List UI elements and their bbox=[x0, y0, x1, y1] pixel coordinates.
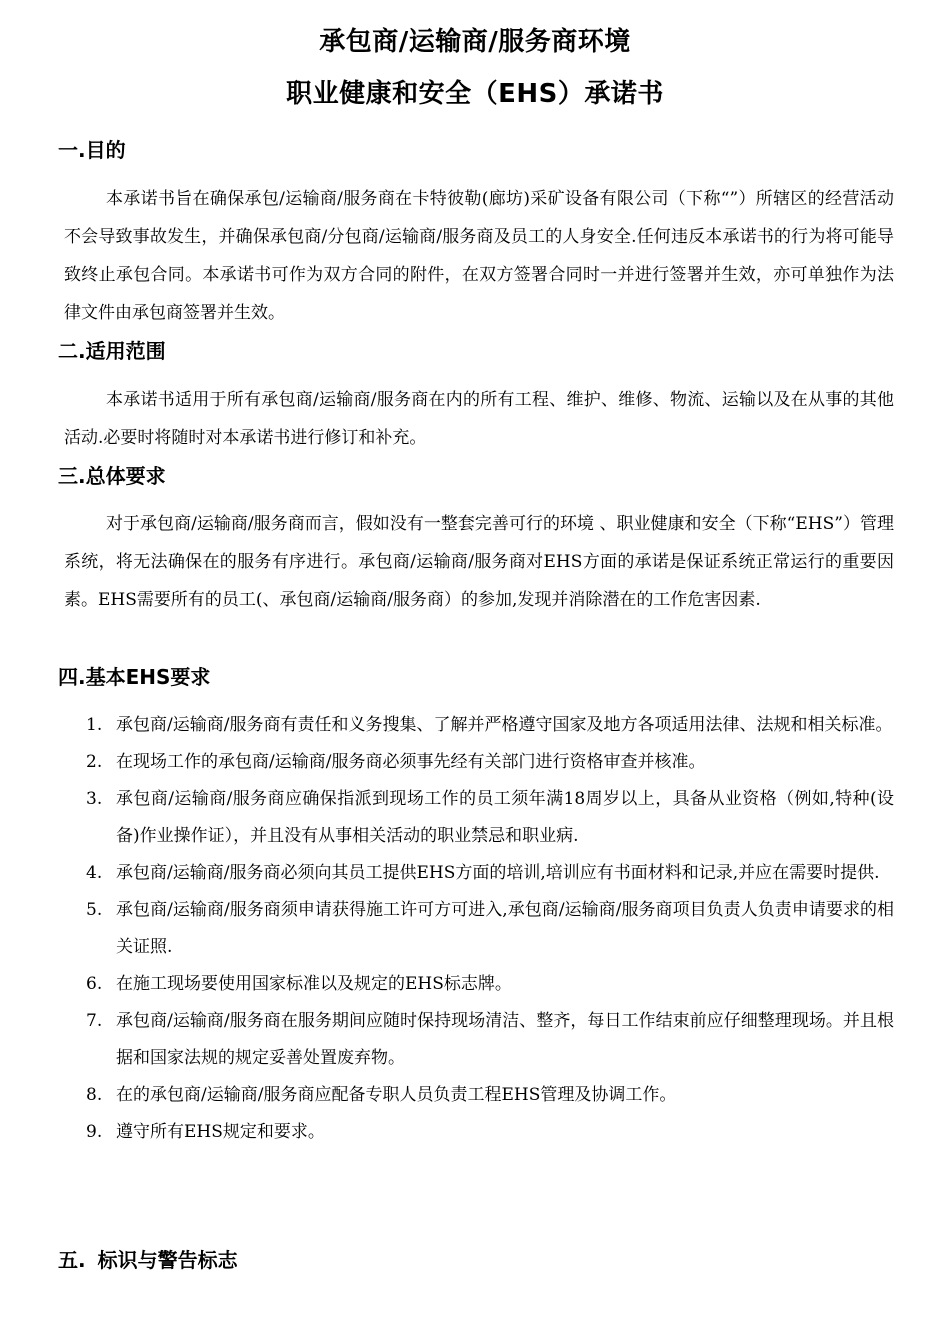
list-item-number: 1. bbox=[86, 715, 103, 735]
section-heading-text: 基本EHS要求 bbox=[85, 665, 211, 689]
list-item-text: 在现场工作的承包商/运输商/服务商必须事先经有关部门进行资格审查并核准。 bbox=[116, 752, 706, 772]
list-item-text: 在的承包商/运输商/服务商应配备专职人员负责工程EHS管理及协调工作。 bbox=[116, 1085, 677, 1105]
section-number: 三. bbox=[58, 464, 86, 488]
list-item-number: 9. bbox=[86, 1122, 103, 1142]
section-heading-basic-ehs bbox=[58, 664, 210, 690]
section-heading-general-requirements bbox=[58, 463, 166, 489]
list-item-number: 3. bbox=[86, 789, 103, 809]
section-body-purpose: 本承诺书旨在确保承包/运输商/服务商在卡特彼勒(廊坊)采矿设备有限公司（下称“”）所辖区的经营活动不会导致事故发生，并确保承包商/分包商/运输商/服务商及员工的人身安全.任何违反本承诺书的行为将可能导致终止承包合同。本承诺书可作为双方合同的附件，在双方签署合同时一并进行签署并生效，亦可单独作为法律文件由承包商签署并生效。 bbox=[64, 189, 894, 323]
list-item-number: 6. bbox=[86, 974, 103, 994]
section-heading-text: 目的 bbox=[85, 138, 126, 162]
document-title-line2: 职业健康和安全（EHS）承诺书 bbox=[286, 79, 664, 109]
list-item-text: 在施工现场要使用国家标准以及规定的EHS标志牌。 bbox=[116, 974, 512, 994]
section-heading-text: 总体要求 bbox=[85, 464, 166, 488]
section-number: 一. bbox=[58, 138, 86, 162]
list-item-number: 5. bbox=[86, 900, 103, 920]
list-item bbox=[82, 855, 894, 892]
section-body-scope: 本承诺书适用于所有承包商/运输商/服务商在内的所有工程、维护、维修、物流、运输以及在从事的其他活动.必要时将随时对本承诺书进行修订和补充。 bbox=[64, 390, 894, 448]
requirements-list bbox=[82, 707, 894, 1151]
list-item-number: 8. bbox=[86, 1085, 103, 1105]
list-item bbox=[82, 744, 894, 781]
section-number: 五. bbox=[58, 1248, 86, 1272]
document-title-line1: 承包商/运输商/服务商环境 bbox=[319, 27, 631, 57]
section-heading-signs-warnings bbox=[58, 1247, 238, 1273]
list-item bbox=[82, 892, 894, 966]
section-heading-purpose bbox=[58, 137, 126, 163]
section-heading-scope bbox=[58, 338, 166, 364]
section-body-general-requirements: 对于承包商/运输商/服务商而言，假如没有一整套完善可行的环境 、职业健康和安全（下称“EHS”）管理系统，将无法确保在的服务有序进行。承包商/运输商/服务商对EHS方面的承诺是保证系统正常运行的重要因素。EHS需要所有的员工(、承包商/运输商/服务商）的参加,发现并消除潜在的工作危害因素. bbox=[64, 514, 894, 610]
list-item-text: 承包商/运输商/服务商在服务期间应随时保持现场清洁、整齐，每日工作结束前应仔细整理现场。并且根据和国家法规的规定妥善处置废弃物。 bbox=[116, 1011, 894, 1068]
list-item-text: 承包商/运输商/服务商应确保指派到现场工作的员工须年满18周岁以上，具备从业资格（例如,特种(设备)作业操作证），并且没有从事相关活动的职业禁忌和职业病. bbox=[116, 789, 894, 846]
section-number: 二. bbox=[58, 339, 86, 363]
list-item bbox=[82, 707, 894, 744]
list-item bbox=[82, 1003, 894, 1077]
section-heading-text: 标识与警告标志 bbox=[97, 1248, 238, 1272]
list-item-text: 遵守所有EHS规定和要求。 bbox=[116, 1122, 325, 1142]
list-item-text: 承包商/运输商/服务商须申请获得施工许可方可进入,承包商/运输商/服务商项目负责人负责申请要求的相关证照. bbox=[116, 900, 894, 957]
list-item bbox=[82, 966, 894, 1003]
list-item bbox=[82, 781, 894, 855]
list-item-number: 4. bbox=[86, 863, 103, 883]
list-item-number: 2. bbox=[86, 752, 103, 772]
list-item-text: 承包商/运输商/服务商有责任和义务搜集、了解并严格遵守国家及地方各项适用法律、法规和相关标准。 bbox=[116, 715, 893, 735]
list-item bbox=[82, 1077, 894, 1114]
list-item bbox=[82, 1114, 894, 1151]
list-item-number: 7. bbox=[86, 1011, 103, 1031]
section-heading-text: 适用范围 bbox=[85, 339, 166, 363]
section-number: 四. bbox=[58, 665, 86, 689]
list-item-text: 承包商/运输商/服务商必须向其员工提供EHS方面的培训,培训应有书面材料和记录,并应在需要时提供. bbox=[116, 863, 880, 883]
